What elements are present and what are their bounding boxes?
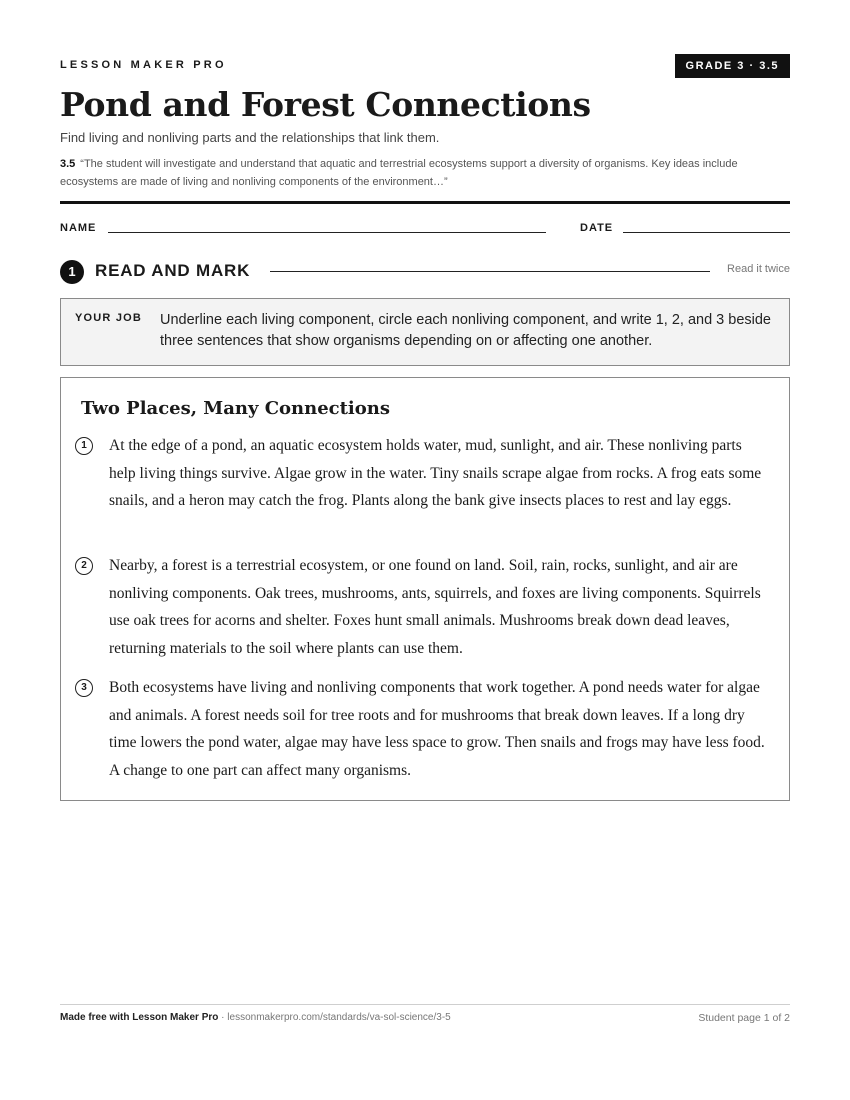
section-rule [270,271,710,272]
footer-divider [60,1004,790,1005]
brand-name: LESSON MAKER PRO [60,59,227,71]
footer-credit [60,1012,451,1023]
footer-maker: Made free with Lesson Maker Pro [60,1012,219,1023]
paragraph-text[interactable]: At the edge of a pond, an aquatic ecosystem holds water, mud, sunlight, and air. These nonliving parts help living things survive. Algae grow in the water. Tiny snails scrape algae from rocks. A frog eats some snails, and a heron may catch the frog. Plants along the bank give insects places to rest and lay eggs. [109,437,762,510]
page-title: Pond and Forest Connections [60,85,591,124]
section-heading: READ AND MARK [95,261,251,280]
reading-passage [60,377,790,801]
footer-url[interactable]: lessonmakerpro.com/standards/va-sol-science/3-5 [227,1012,451,1023]
name-label: NAME [60,222,97,234]
date-field[interactable] [623,232,790,233]
standard-text: “The student will investigate and understand that aquatic and terrestrial ecosystems support a diversity of organisms. Key ideas include ecosystems are made of living and nonliving components of the environment…” [60,158,738,188]
date-label: DATE [580,222,614,234]
page-subtitle: Find living and nonliving parts and the relationships that link them. [60,130,440,145]
footer-page-number: Student page 1 of 2 [698,1012,790,1024]
name-date-row [60,222,790,236]
footer-separator: · [218,1012,228,1023]
instructions-label: YOUR JOB [75,312,143,324]
standard-code: 3.5 [60,158,76,170]
standard-statement [60,155,790,191]
paragraph-text[interactable]: Nearby, a forest is a terrestrial ecosystem, or one found on land. Soil, rain, rocks, sunlight, and air are nonliving components. Oak trees, mushrooms, ants, squirrels, and foxes are living components. Squirrels use oak trees for acorns and shelter. Foxes hunt small animals. Mushrooms break down dead leaves, returning materials to the soil where plants can use them. [109,557,761,658]
instructions-box [60,298,790,366]
paragraph-number: 2 [75,557,93,575]
grade-badge: GRADE 3 · 3.5 [675,54,790,78]
header-divider [60,201,790,204]
paragraph-number: 1 [75,437,93,455]
passage-title: Two Places, Many Connections [81,398,390,419]
section-header [60,260,790,284]
name-field[interactable] [108,232,546,233]
paragraph-number: 3 [75,679,93,697]
section-hint: Read it twice [727,263,790,275]
instructions-text: Underline each living component, circle each nonliving component, and write 1, 2, and 3 beside three sentences that show organisms depending on or affecting one another. [160,312,771,349]
section-number-badge: 1 [60,260,84,284]
paragraph-text[interactable]: Both ecosystems have living and nonliving components that work together. A pond needs water for algae and animals. A forest needs soil for tree roots and for mushrooms that break down leaves. If a long dry time lowers the pond water, algae may have less space to grow. Then snails and frogs may have less food. A change to one part can affect many organisms. [109,679,765,780]
